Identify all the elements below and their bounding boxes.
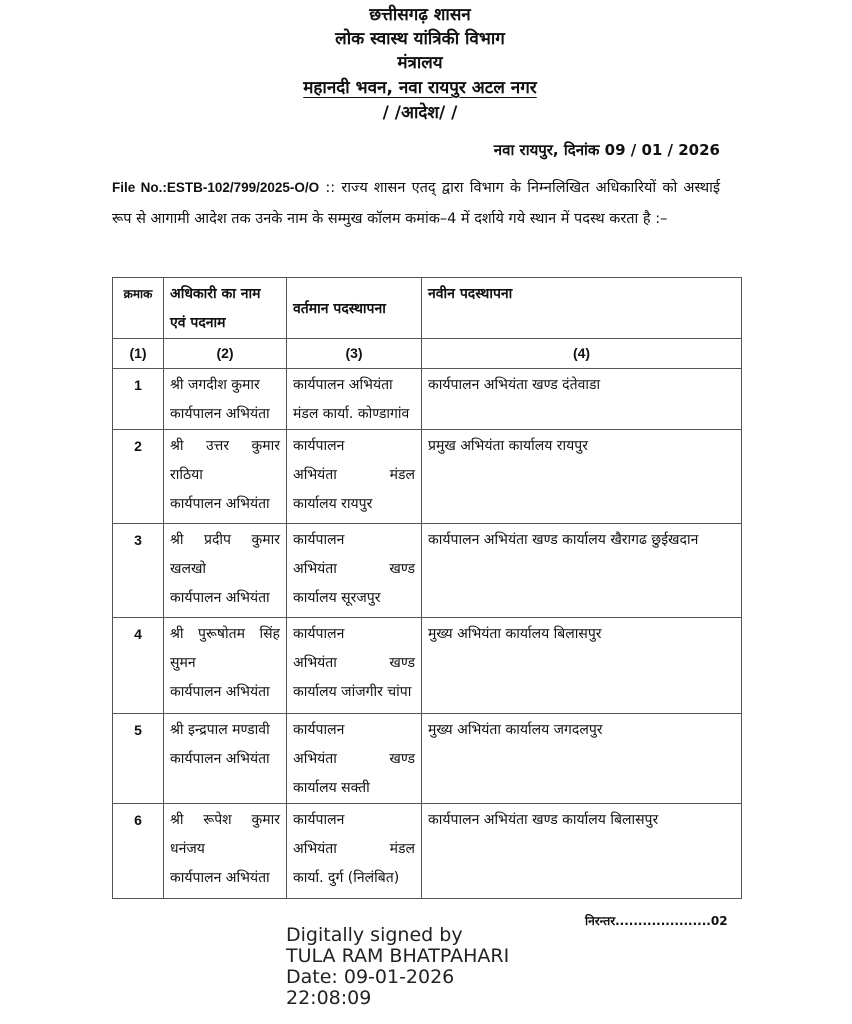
order-paragraph <box>112 172 720 235</box>
ministry-name: मंत्रालय <box>397 53 443 73</box>
new-posting-cell: प्रमुख अभियंता कार्यालय रायपुर <box>422 430 742 524</box>
officer-cell <box>164 369 287 430</box>
current-posting-line: अभियंता खण्ड <box>293 655 415 671</box>
digital-signature <box>286 925 509 1009</box>
table-header-row <box>113 278 742 339</box>
table-row <box>113 524 742 618</box>
posting-table <box>112 277 742 899</box>
department-name: लोक स्वास्थ यांत्रिकी विभाग <box>335 29 505 49</box>
officer-line: राठिया <box>170 467 203 483</box>
officer-line: धनंजय <box>170 841 205 857</box>
continued-marker: निरन्तर.....................02 <box>585 914 728 928</box>
serial-cell: 5 <box>113 714 164 804</box>
current-posting-line: कार्यपालन <box>293 438 345 454</box>
govt-name: छत्तीसगढ़ शासन <box>369 5 471 25</box>
current-posting-cell <box>287 369 422 430</box>
current-posting-line: अभियंता खण्ड <box>293 751 415 767</box>
current-posting-line: कार्यपालन <box>293 626 345 642</box>
current-posting-line: कार्या. दुर्ग (निलंबित) <box>293 870 400 886</box>
current-posting-line: कार्यालय सक्ती <box>293 780 370 796</box>
current-posting-line: अभियंता मंडल <box>293 467 415 483</box>
officer-line: कार्यपालन अभियंता <box>170 406 270 422</box>
officer-line: कार्यपालन अभियंता <box>170 496 270 512</box>
current-posting-line: कार्यालय सूरजपुर <box>293 590 381 606</box>
officer-line: श्री रूपेश कुमार <box>170 812 280 828</box>
officer-cell <box>164 714 287 804</box>
officer-line: कार्यपालन अभियंता <box>170 870 270 886</box>
current-posting-line: अभियंता खण्ड <box>293 561 415 577</box>
header-officer: अधिकारी का नाम एवं पदनाम <box>164 278 287 339</box>
current-posting-line: कार्यालय जांजगीर चांपा <box>293 684 412 700</box>
new-posting-cell: मुख्य अभियंता कार्यालय बिलासपुर <box>422 618 742 714</box>
current-posting-cell <box>287 524 422 618</box>
officer-line: खलखो <box>170 561 207 577</box>
officer-cell <box>164 618 287 714</box>
file-number: File No.:ESTB-102/799/2025-O/O <box>112 180 320 195</box>
current-posting-cell <box>287 714 422 804</box>
current-posting-line: अभियंता मंडल <box>293 841 415 857</box>
table-row <box>113 618 742 714</box>
serial-cell: 2 <box>113 430 164 524</box>
current-posting-line: कार्यपालन <box>293 532 345 548</box>
current-posting-cell <box>287 430 422 524</box>
current-posting-cell <box>287 804 422 899</box>
col-number: (4) <box>422 339 742 369</box>
new-posting-cell: मुख्य अभियंता कार्यालय जगदलपुर <box>422 714 742 804</box>
col-number: (1) <box>113 339 164 369</box>
officer-line: श्री इन्द्रपाल मण्डावी <box>170 722 270 738</box>
officer-line: सुमन <box>170 655 196 671</box>
signature-line: Digitally signed by <box>286 924 463 946</box>
new-posting-cell: कार्यपालन अभियंता खण्ड कार्यालय बिलासपुर <box>422 804 742 899</box>
officer-line: श्री जगदीश कुमार <box>170 377 260 393</box>
current-posting-line: कार्यालय रायपुर <box>293 496 373 512</box>
serial-cell: 3 <box>113 524 164 618</box>
officer-line: श्री प्रदीप कुमार <box>170 532 280 548</box>
address: महानदी भवन, नवा रायपुर अटल नगर <box>303 78 537 98</box>
column-number-row <box>113 339 742 369</box>
current-posting-cell <box>287 618 422 714</box>
officer-cell <box>164 430 287 524</box>
current-posting-line: कार्यपालन अभियंता <box>293 377 393 393</box>
col-number: (2) <box>164 339 287 369</box>
serial-cell: 1 <box>113 369 164 430</box>
officer-line: कार्यपालन अभियंता <box>170 590 270 606</box>
new-posting-cell: कार्यपालन अभियंता खण्ड दंतेवाडा <box>422 369 742 430</box>
new-posting-cell: कार्यपालन अभियंता खण्ड कार्यालय खैरागढ छुईखदान <box>422 524 742 618</box>
current-posting-line: मंडल कार्या. कोण्डागांव <box>293 406 410 422</box>
officer-cell <box>164 804 287 899</box>
officer-line: कार्यपालन अभियंता <box>170 684 270 700</box>
signature-date: Date: 09-01-2026 <box>286 966 455 988</box>
signature-time: 22:08:09 <box>286 987 372 1009</box>
table-row <box>113 714 742 804</box>
order-title: / /आदेश/ / <box>382 103 458 123</box>
current-posting-line: कार्यपालन <box>293 812 345 828</box>
header-current-posting: वर्तमान पदस्थापना <box>287 278 422 339</box>
signer-name: TULA RAM BHATPAHARI <box>286 945 510 967</box>
table-row <box>113 430 742 524</box>
order-text: :: राज्य शासन एतद् द्वारा विभाग के निम्नलिखित अधिकारियों को अस्थाई रूप से आगामी आदेश तक उनके नाम के सम्मुख कॉलम कमांक–4 में दर्शाये गये स्थान में पदस्थ करता है :– <box>112 180 720 227</box>
current-posting-line: कार्यपालन <box>293 722 345 738</box>
date-line: नवा रायपुर, दिनांक 09 / 01 / 2026 <box>493 141 720 159</box>
serial-cell: 4 <box>113 618 164 714</box>
table-row <box>113 804 742 899</box>
officer-line: श्री पुरूषोतम सिंह <box>170 626 280 642</box>
officer-cell <box>164 524 287 618</box>
header-serial: क्रमाक <box>113 278 164 339</box>
officer-line: कार्यपालन अभियंता <box>170 751 270 767</box>
officer-line: श्री उत्तर कुमार <box>170 438 280 454</box>
serial-cell: 6 <box>113 804 164 899</box>
table-row <box>113 369 742 430</box>
header-new-posting: नवीन पदस्थापना <box>422 278 742 339</box>
col-number: (3) <box>287 339 422 369</box>
